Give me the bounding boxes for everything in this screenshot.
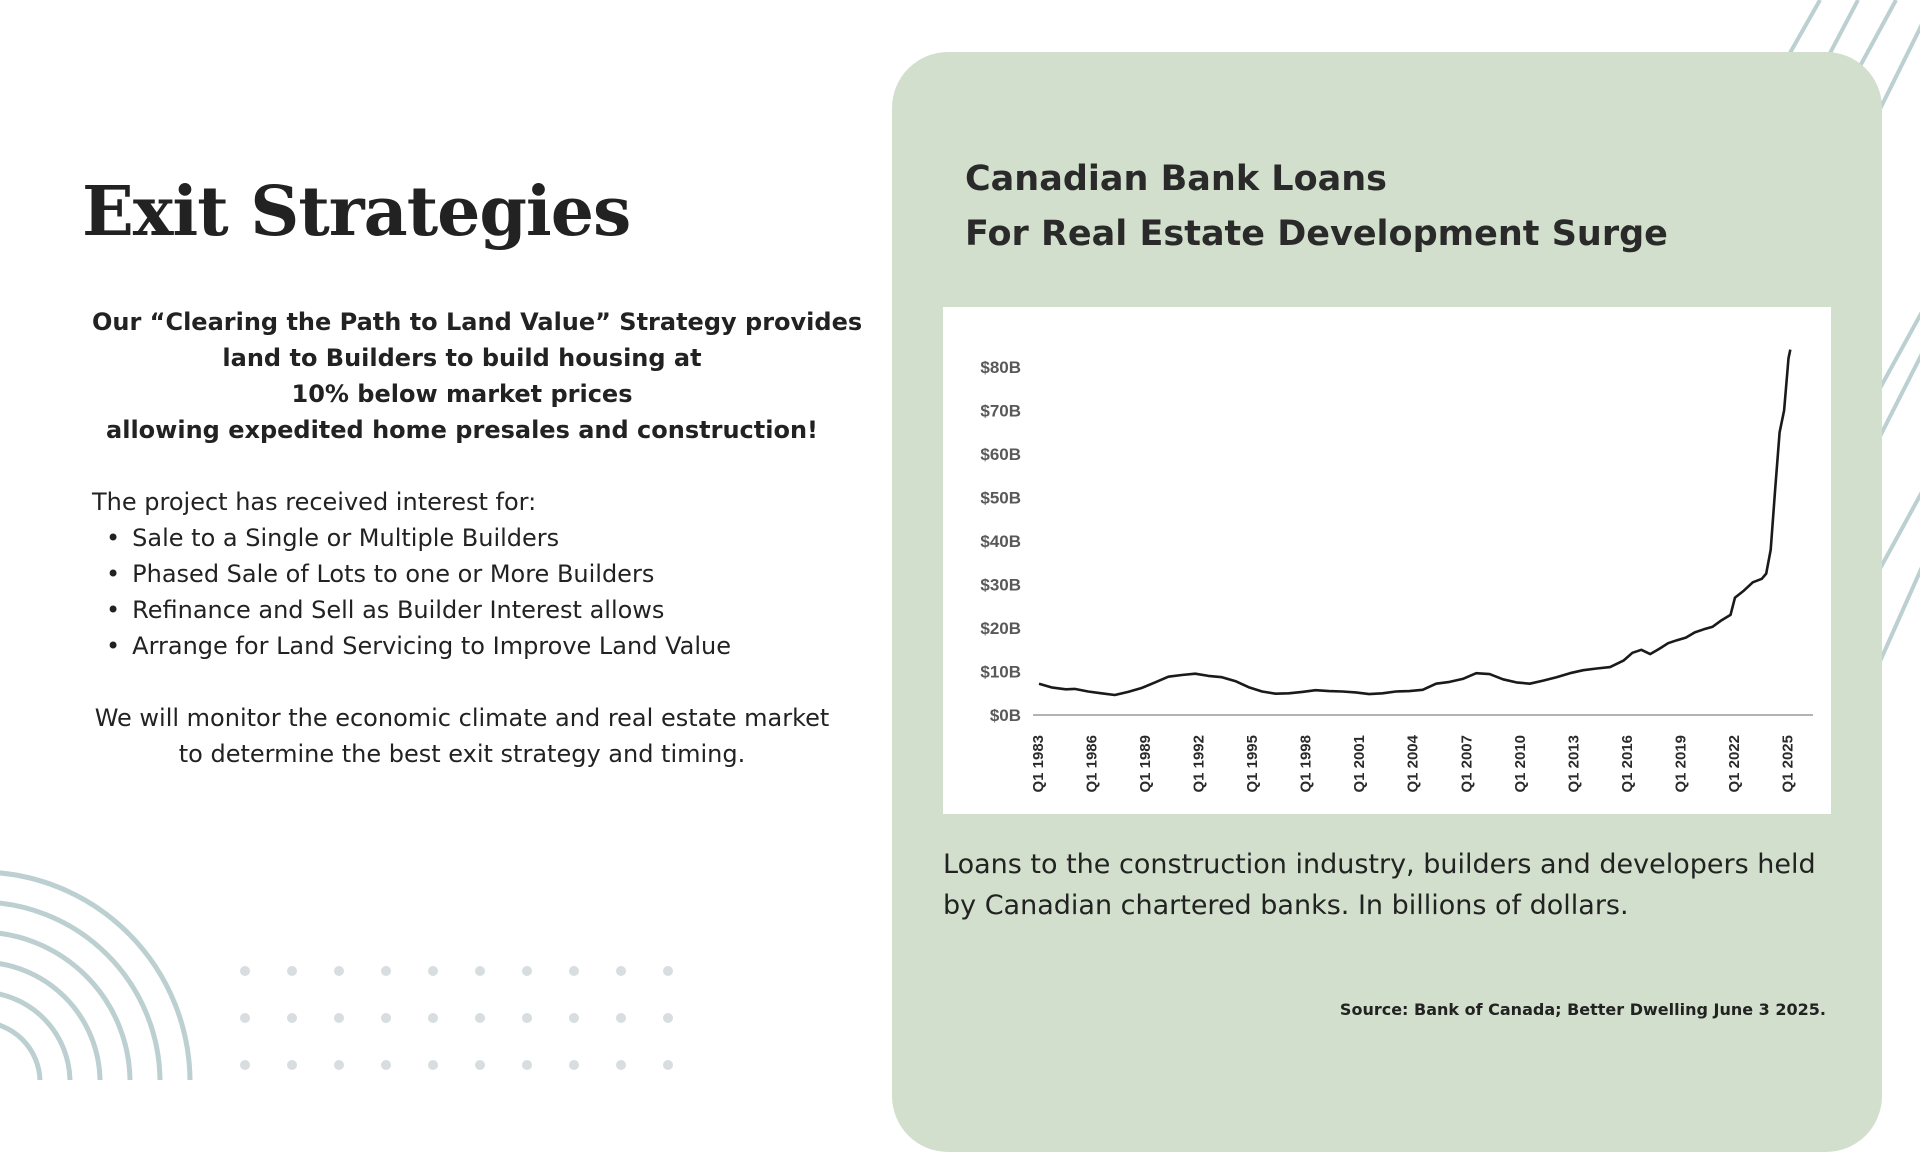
intro-line: Our “Clearing the Path to Land Value” Strategy provides (92, 308, 863, 336)
y-tick-label: $0B (989, 706, 1021, 725)
x-tick-label: Q1 2004 (1404, 735, 1422, 793)
decorative-dot (569, 1013, 579, 1023)
x-tick-label: Q1 2001 (1351, 735, 1369, 793)
series-line (1039, 350, 1790, 695)
y-tick-label: $30B (980, 575, 1021, 595)
decorative-dot (522, 1060, 532, 1070)
y-tick-label: $60B (980, 445, 1021, 464)
chart-caption: Loans to the construction industry, builders and developers held by Canadian chartered banks. In billions of dollars. (943, 849, 1816, 921)
monitor-statement (92, 700, 832, 772)
decorative-dot (663, 1060, 673, 1070)
decorative-dot (334, 966, 344, 976)
intro-line: allowing expedited home presales and construction! (106, 416, 818, 444)
decorative-dot (475, 1060, 485, 1070)
decorative-dot (240, 966, 250, 976)
y-tick-label: $20B (980, 619, 1021, 638)
x-tick-label: Q1 1998 (1297, 735, 1315, 793)
monitor-line: to determine the best exit strategy and timing. (178, 740, 746, 768)
page-title: Exit Strategies (82, 172, 631, 252)
decorative-dot-grid (240, 966, 680, 1080)
decorative-dot (381, 1060, 391, 1070)
y-tick-label: $40B (980, 532, 1021, 551)
decorative-dot (428, 1060, 438, 1070)
x-tick-label: Q1 2022 (1725, 735, 1743, 793)
decorative-dot (475, 1013, 485, 1023)
decorative-dot (616, 966, 626, 976)
x-tick-label: Q1 2013 (1565, 735, 1583, 793)
list-item: • Phased Sale of Lots to one or More Builders (106, 556, 852, 592)
decorative-dot (287, 1013, 297, 1023)
x-tick-label: Q1 2010 (1511, 735, 1529, 793)
decorative-dot (569, 1060, 579, 1070)
x-tick-label: Q1 1986 (1083, 735, 1101, 793)
decorative-dot (287, 966, 297, 976)
chart-heading-line: Canadian Bank Loans (965, 159, 1387, 199)
x-tick-label: Q1 1983 (1029, 735, 1047, 793)
y-tick-label: $70B (980, 401, 1021, 421)
x-tick-label: Q1 1989 (1137, 735, 1155, 793)
decorative-dot (569, 966, 579, 976)
x-tick-label: Q1 1995 (1244, 735, 1262, 793)
chart-container (943, 307, 1831, 814)
x-tick-label: Q1 2025 (1779, 735, 1797, 793)
decorative-dot (616, 1060, 626, 1070)
decorative-dot (428, 1013, 438, 1023)
source-note: Source: Bank of Canada; Better Dwelling June 3 2025. (1339, 1000, 1826, 1019)
decorative-dot (475, 966, 485, 976)
y-tick-label: $10B (980, 662, 1021, 682)
x-tick-label: Q1 2016 (1618, 735, 1636, 793)
decorative-dot (663, 966, 673, 976)
intro-line: land to Builders to build housing at (222, 344, 702, 372)
x-tick-label: Q1 2007 (1458, 735, 1476, 793)
chart-heading-line: For Real Estate Development Surge (965, 214, 1668, 254)
decorative-dot (381, 966, 391, 976)
y-tick-label: $50B (980, 488, 1021, 508)
decorative-dot (381, 1013, 391, 1023)
list-item: • Sale to a Single or Multiple Builders (106, 520, 852, 556)
y-tick-label: $80B (980, 358, 1021, 377)
decorative-dot (240, 1013, 250, 1023)
monitor-line: We will monitor the economic climate and real estate market (94, 704, 830, 732)
decorative-dot (334, 1060, 344, 1070)
list-item: • Refinance and Sell as Builder Interest allows (106, 592, 852, 628)
decorative-dot (522, 1013, 532, 1023)
decorative-dot (428, 966, 438, 976)
decorative-arcs (0, 860, 230, 1080)
list-item: • Arrange for Land Servicing to Improve Land Value (106, 628, 852, 664)
decorative-dot (522, 966, 532, 976)
interest-section (92, 484, 852, 664)
interest-list (92, 520, 852, 664)
x-tick-label: Q1 1992 (1190, 735, 1208, 793)
intro-line: 10% below market prices (291, 380, 633, 408)
chart-heading (965, 152, 1668, 262)
decorative-dot (334, 1013, 344, 1023)
decorative-dot (287, 1060, 297, 1070)
interest-heading: The project has received interest for: (92, 488, 537, 516)
decorative-dot (616, 1013, 626, 1023)
x-tick-label: Q1 2019 (1672, 735, 1690, 793)
decorative-dot (663, 1013, 673, 1023)
decorative-dot (240, 1060, 250, 1070)
line-chart (943, 307, 1831, 814)
strategy-intro (92, 304, 863, 448)
